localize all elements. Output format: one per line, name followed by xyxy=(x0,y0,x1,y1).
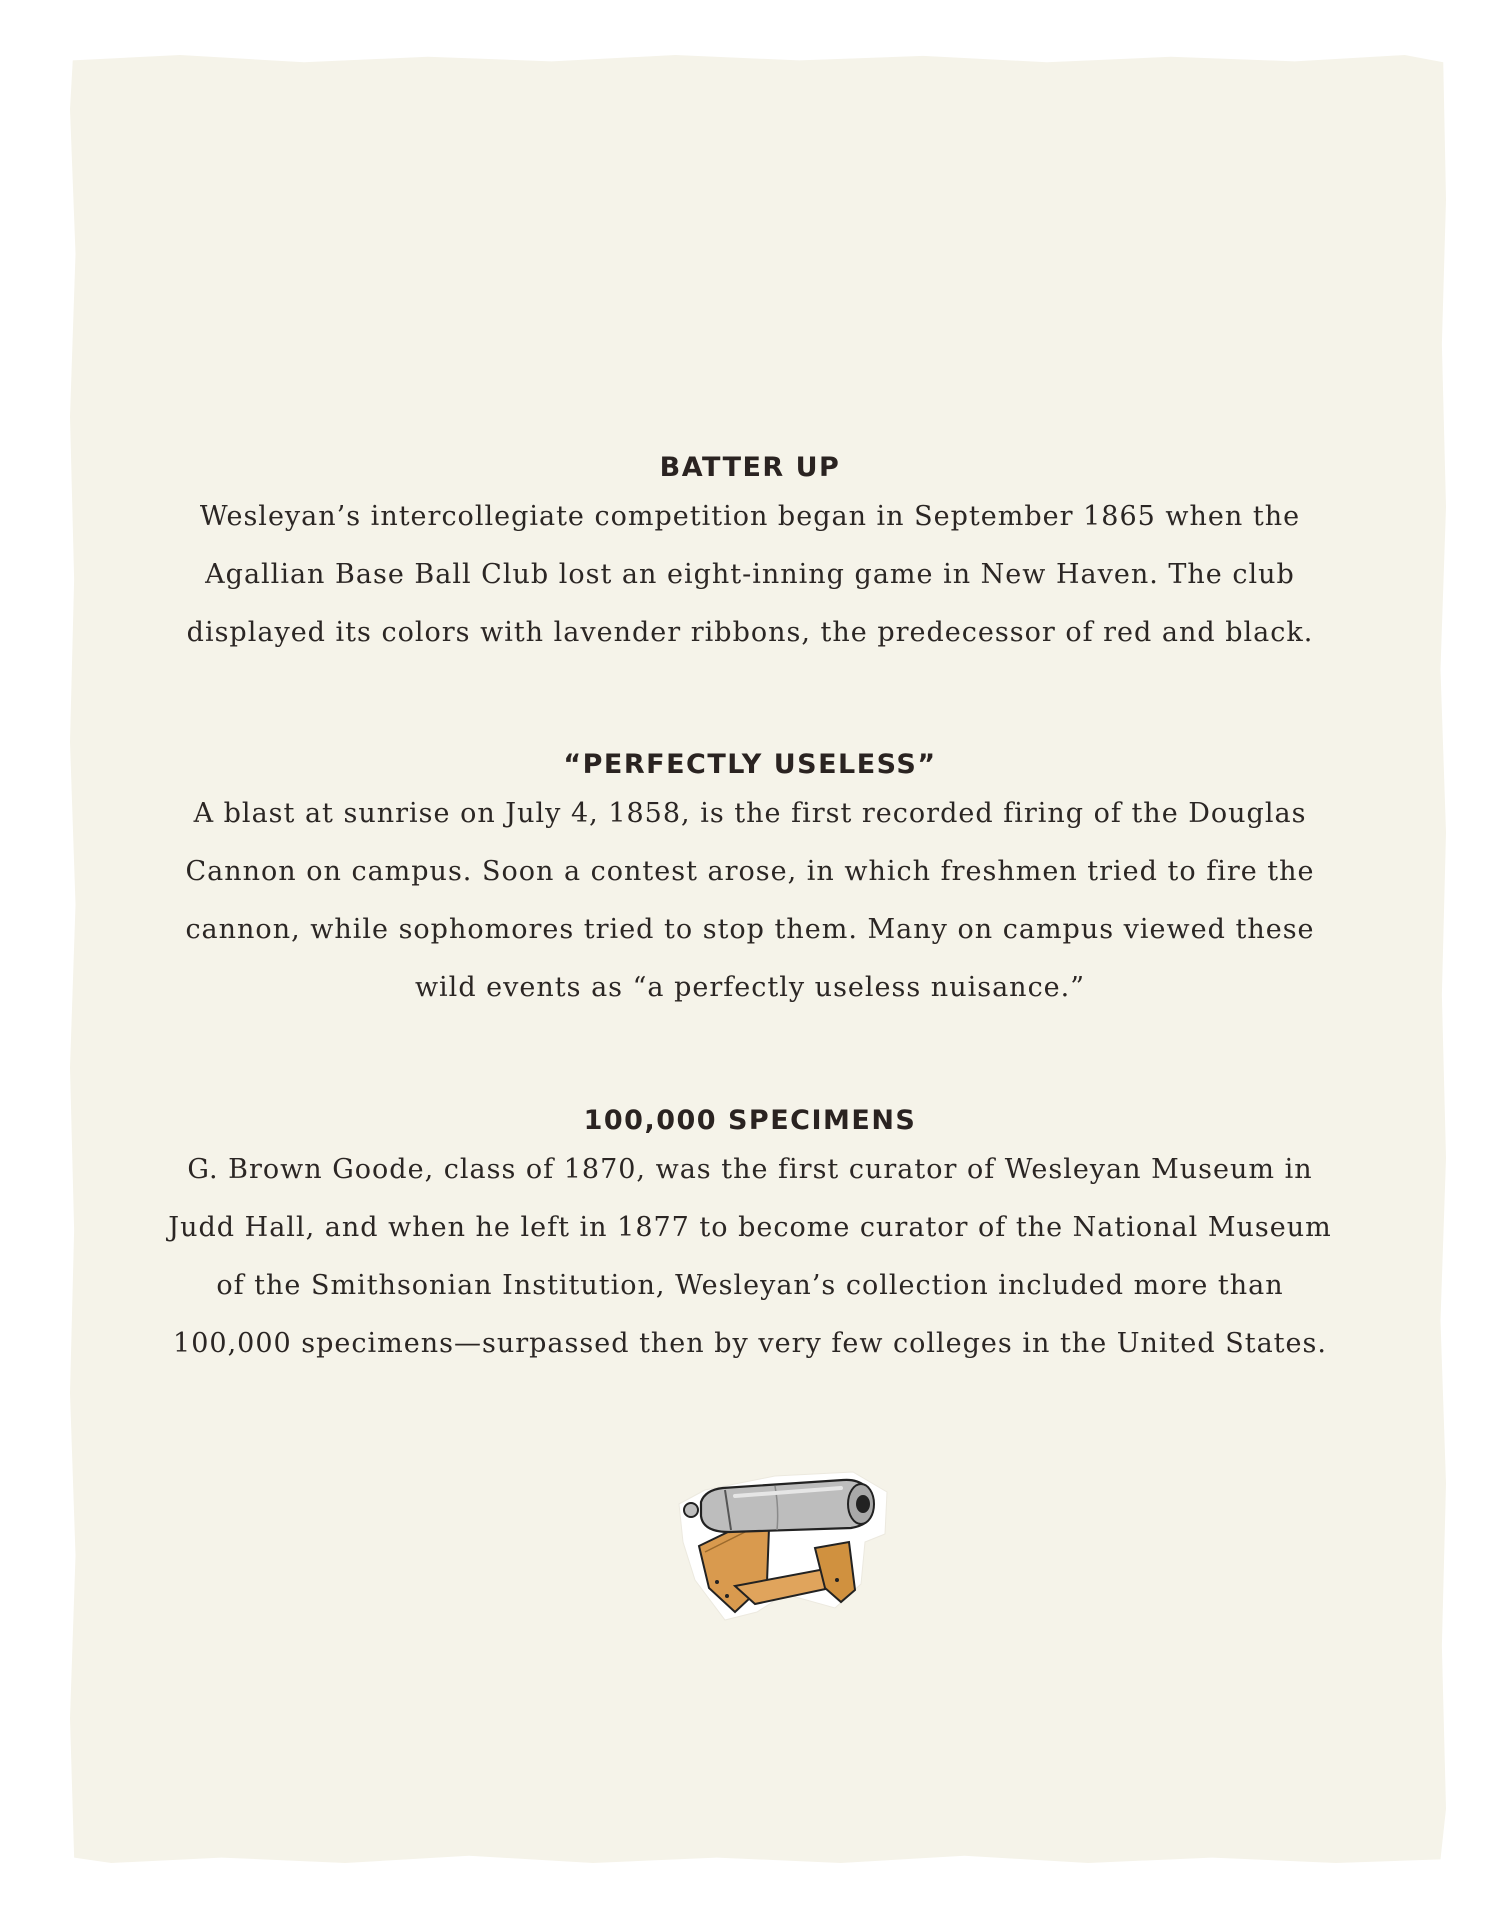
section-batter-up xyxy=(120,448,1380,662)
section-heading: BATTER UP xyxy=(659,452,841,483)
body-line: Cannon on campus. Soon a contest arose, in which freshmen tried to fire the xyxy=(185,856,1315,887)
body-line: 100,000 specimens—surpassed then by very few colleges in the United States. xyxy=(173,1328,1327,1359)
body-line: of the Smithsonian Institution, Wesleyan’s collection included more than xyxy=(216,1270,1284,1301)
body-line: Agallian Base Ball Club lost an eight-inning game in New Haven. The club xyxy=(205,559,1295,590)
body-line: G. Brown Goode, class of 1870, was the first curator of Wesleyan Museum in xyxy=(187,1154,1313,1185)
body-line: Wesleyan’s intercollegiate competition began in September 1865 when the xyxy=(199,501,1301,532)
cannon-icon xyxy=(665,1462,895,1622)
body-line: Judd Hall, and when he left in 1877 to become curator of the National Museum xyxy=(168,1212,1332,1243)
section-heading: “PERFECTLY USELESS” xyxy=(563,749,937,780)
section-perfectly-useless xyxy=(120,745,1380,1017)
section-heading: 100,000 SPECIMENS xyxy=(583,1105,917,1136)
body-line: cannon, while sophomores tried to stop them. Many on campus viewed these xyxy=(185,914,1315,945)
body-line: A blast at sunrise on July 4, 1858, is the first recorded firing of the Douglas xyxy=(193,798,1307,829)
body-line: displayed its colors with lavender ribbons, the predecessor of red and black. xyxy=(186,617,1314,648)
cannon-illustration xyxy=(665,1462,895,1622)
body-line: wild events as “a perfectly useless nuisance.” xyxy=(414,972,1086,1003)
section-specimens xyxy=(120,1101,1380,1373)
